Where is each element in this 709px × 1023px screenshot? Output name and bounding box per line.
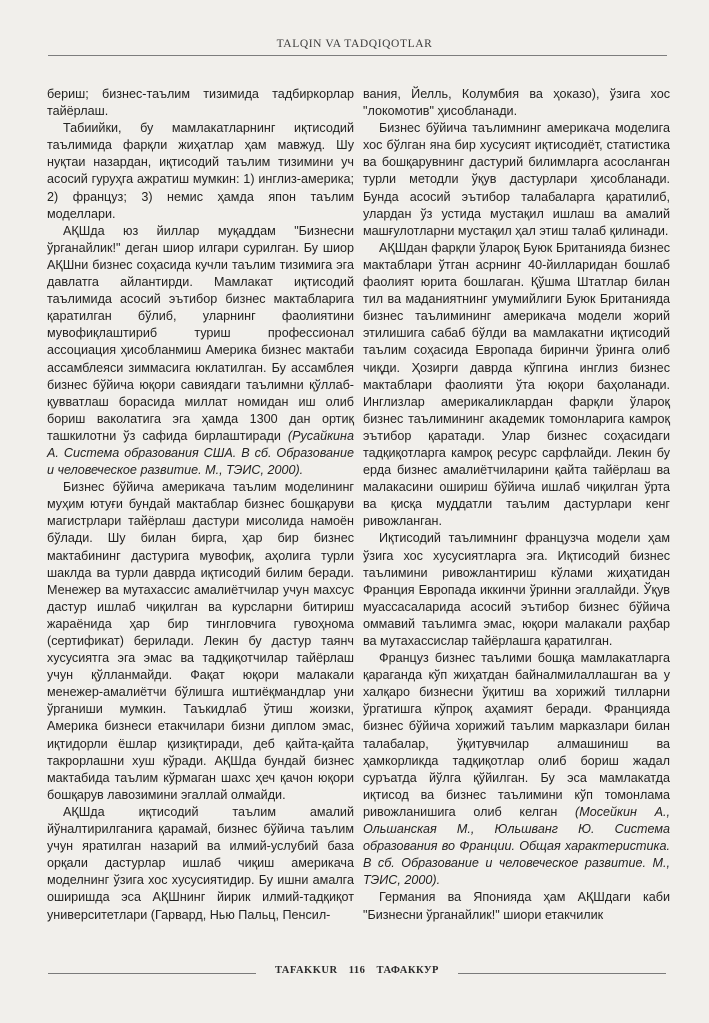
paragraph-text: Француз бизнес таълими бошқа мамлакатларга қараганда кўп жиҳатдан байналмилаллашган ва у халқаро бизнесни ўқитиш ва хорижий тилларни ўргатишга кўпроқ аҳамият беради. Францияда бизнес бўйича хорижий таълим марказлари билан талабалар, ўқитувчилар алмашиниш ва ҳамкорликда тадқиқотлар олиб бориш жадал суръатда йўлга қўйилган. Бу эса мамлакатда иқтисод ва бизнес таълимини кўп томонлама ривожланишига олиб келган <box>363 651 670 819</box>
page-number: 116 <box>348 965 366 976</box>
citation: (Мосейкин А., Ольшанская М., Юльшванг Ю. Система образования во Франции. Общая характеристика. В сб. Образование и человеческое развитие. М., ТЭИС, 2000). <box>363 804 671 888</box>
paragraph-text: АҚШда юз йиллар муқаддам "Бизнесни ўрганайлик!" деган шиор илгари сурилган. Бу шиор АҚШни бизнес соҳасида кучли таълим тизимига эга давлатга айлантирди. Мамлакат иқтисодий таълимида асосий эътибор бизнес мактабларига қаратилган бўлиб, уларнинг фаолиятини мувофиқлаштириб туриш профессионал ассоциация ҳисобланмиш Америка бизнес мактаби ассамблеяси зиммасига юклатилган. Бу ассамблея бизнес бўйича юқори савиядаги таълимни қўллаб-қувватлаш борасида миллат номидан иш олиб бориш ваколатига эга ҳамда 1300 дан ортиқ ташкилотни ўз сафида бирлаштиради <box>47 223 354 443</box>
footer-rule-left <box>48 973 256 974</box>
footer-text <box>256 965 458 976</box>
paragraph: Иқтисодий таълимнинг французча модели ҳам ўзига хос хусусиятларга эга. Иқтисодий бизнес таълимини ривожлантириш кўлами жиҳатидан Франция Европада иккинчи ўринни эгаллайди. Ўқув муассасаларида асосий эътибор бизнес бўйича оммавий таълимга эмас, юқори малакали раҳбар ва мутахассислар тайёрлашга қаратилган. <box>363 531 670 648</box>
header-divider <box>48 55 667 56</box>
journal-name-latin: TAFAKKUR <box>275 965 338 976</box>
left-text-column <box>47 86 354 924</box>
paragraph: АҚШда иқтисодий таълим амалий йўналтирилганига қарамай, бизнес бўйича таълим учун яратилган назарий ва илмий-услубий база орқали дастурлар ишлаб чиқиш америкача моделнинг ўзига хос хусусиятидир. Бу ишни амалга оширишда эса АҚШнинг йирик илмий-тадқиқот университетлари (Гарвард, Нью Пальц, Пенсил- <box>47 804 354 922</box>
journal-name-cyrillic: ТАФАККУР <box>376 965 439 976</box>
paragraph: бериш; бизнес-таълим тизимида тадбиркорлар тайёрлаш. <box>47 87 354 119</box>
paragraph: Табиийки, бу мамлакатларнинг иқтисодий таълимида фарқли жиҳатлар ҳам мавжуд. Шу нуқтаи назардан, иқтисодий таълим тизимини уч асосий гуруҳга ажратиш мумкин: 1) инглиз-америка; 2) француз; 3) немис ҳамда япон таълим моделлари. <box>47 121 354 221</box>
paragraph: вания, Йелль, Колумбия ва ҳоказо), ўзига хос "локомотив" ҳисобланади. <box>363 87 670 119</box>
citation: (Русайкина А. Система образования США. В сб. Образование и человеческое развитие. М., ТЭИС, 2000). <box>47 428 354 478</box>
right-text-column <box>363 86 670 924</box>
paragraph: АҚШдан фарқли ўлароқ Буюк Британияда бизнес мактаблари ўтган асрнинг 40-йилларидан бошлаб фаолият юрита бошлаган. Қўшма Штатлар билан тил ва маданиятнинг умумийлиги Буюк Британияда бизнес таълимининг америкача модели жорий этилишига сабаб бўлди ва мамлакатни иқтисодий таълим соҳасида Европада биринчи ўринга олиб чиқди. Ҳозирги даврда кўпгина инглиз бизнес мактаблари фаолияти ўта юқори баҳоланади. Инглизлар америкаликлардан фарқли ўлароқ бизнес таълимининг академик томонларига камроқ эътибор қаратади. Улар бизнес соҳасидаги тадқиқотларга камроқ ресурс сарфлайди. Лекин бу ерда бизнес амалиётчиларини қайта тайёрлаш ва малакасини ошириш бўйича ишлаб чиқилган ўрта ва қисқа муддатли таълим дастурлари кенг ривожланган. <box>363 240 670 529</box>
running-header-title: TALQIN VA TADQIQOTLAR <box>276 38 433 50</box>
paragraph <box>363 650 670 889</box>
footer-rule-right <box>458 973 666 974</box>
paragraph: Бизнес бўйича америкача таълим моделининг муҳим ютуғи бундай мактаблар бизнес бошқаруви магистрлари тайёрлаш дастури мисолида намоён бўлади. Шу билан бирга, ҳар бир бизнес мактабининг дастурига мувофиқ, аҳолига турли шаклда ва турли даврда иқтисодий билим беради. Менежер ва мутахассис амалиётчилар учун махсус дастур ишлаб чиқилган ва курсларни битириш жараёнида ҳар бир тингловчига гувоҳнома (сертификат) берилади. Лекин бу дастур таянч хусусиятга эга эмас ва тадқиқотчилар тайёрлаш учун қўлланмайди. Фақат юқори малакали менежер-амалиётчи бўлишга иштиёқмандлар уни ўрганиши мумкин. Таъкидлаб ўтиш жоизки, Америка бизнеси етакчилари бизни диплом эмас, иқтидорли ёшлар қизиқтиради, деб қайта-қайта такрорлашни хуш кўради. АҚШда бундай бизнес мактабида таълим кўрмаган шахс ҳеч қачон юқори бошқарув лавозимини эгаллай олмайди. <box>47 480 354 802</box>
paragraph: Бизнес бўйича таълимнинг америкача моделига хос бўлган яна бир хусусият иқтисодиёт, статистика ва бошқарувнинг дастурий билимларга асосланган турли методли ўқув дастурлари ҳисобланади. Бунда асосий эътибор талабаларга қаратилиб, улардан ўз устида мустақил ишлаш ва амалий машғулотларни мустақил ҳал этиш талаб қилинади. <box>363 121 670 238</box>
paragraph <box>47 223 354 479</box>
page-footer <box>48 965 666 979</box>
paragraph: Германия ва Японияда ҳам АҚШдаги каби "Бизнесни ўрганайлик!" шиори етакчилик <box>363 890 670 922</box>
